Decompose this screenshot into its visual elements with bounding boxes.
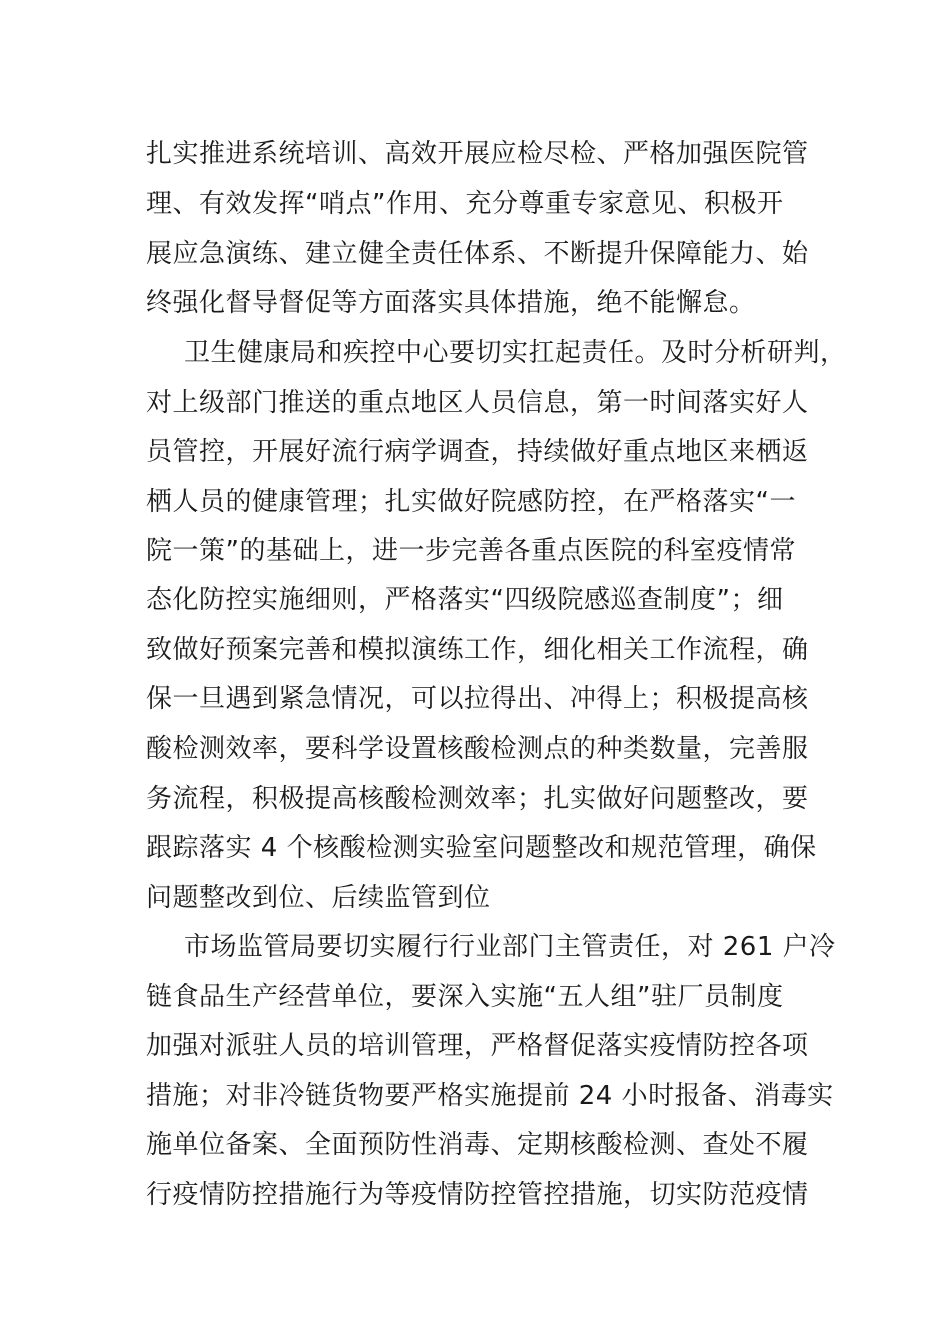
text-line: 链食品生产经营单位，要深入实施“五人组”驻厂员制度 (146, 982, 784, 1012)
text-line: 行疫情防控措施行为等疫情防控管控措施，切实防范疫情 (146, 1180, 809, 1210)
text-line: 跟踪落实 4 个核酸检测实验室问题整改和规范管理，确保 (146, 833, 817, 863)
text-line: 酸检测效率，要科学设置核酸检测点的种类数量，完善服 (146, 734, 809, 764)
text-line: 栖人员的健康管理；扎实做好院感防控，在严格落实“一 (146, 487, 796, 517)
text-line: 对上级部门推送的重点地区人员信息，第一时间落实好人 (146, 388, 809, 418)
text-line: 扎实推进系统培训、高效开展应检尽检、严格加强医院管 (146, 139, 809, 169)
text-line: 态化防控实施细则，严格落实“四级院感巡查制度”；细 (146, 585, 784, 615)
paragraph-first-line: 卫生健康局和疾控中心要切实扛起责任。及时分析研判， (184, 338, 847, 368)
text-line: 员管控，开展好流行病学调查，持续做好重点地区来栖返 (146, 437, 809, 467)
text-line: 理、有效发挥“哨点”作用、充分尊重专家意见、积极开 (146, 189, 784, 219)
paragraph-first-line: 市场监管局要切实履行行业部门主管责任，对 261 户冷 (184, 932, 836, 962)
text-line: 终强化督导督促等方面落实具体措施，绝不能懈怠。 (146, 288, 756, 318)
text-line: 展应急演练、建立健全责任体系、不断提升保障能力、始 (146, 239, 809, 269)
text-line: 措施；对非冷链货物要严格实施提前 24 小时报备、消毒实 (146, 1081, 834, 1111)
text-line: 致做好预案完善和模拟演练工作，细化相关工作流程，确 (146, 635, 809, 665)
text-line: 问题整改到位、后续监管到位 (146, 883, 491, 913)
text-line: 院一策”的基础上，进一步完善各重点医院的科室疫情常 (146, 536, 796, 566)
text-line: 施单位备案、全面预防性消毒、定期核酸检测、查处不履 (146, 1130, 809, 1160)
text-line: 加强对派驻人员的培训管理，严格督促落实疫情防控各项 (146, 1031, 809, 1061)
text-line: 务流程，积极提高核酸检测效率；扎实做好问题整改，要 (146, 784, 809, 814)
text-line: 保一旦遇到紧急情况，可以拉得出、冲得上；积极提高核 (146, 684, 809, 714)
